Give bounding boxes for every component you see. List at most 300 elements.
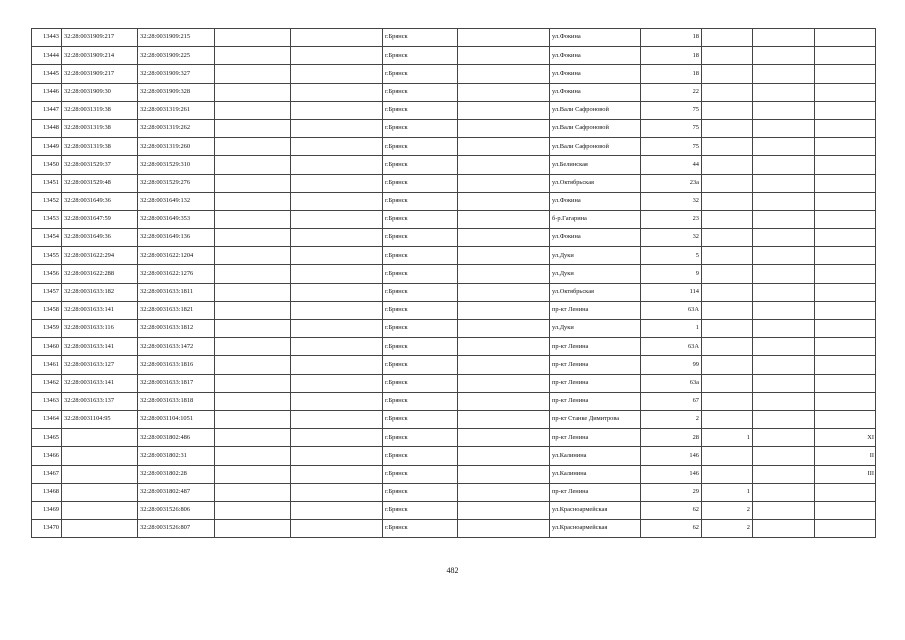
registry-table-body: [32, 29, 876, 538]
cell-parcel-number: [62, 465, 138, 483]
cell-row-number: 13466: [32, 447, 62, 465]
cell-note: III: [815, 465, 876, 483]
cell-street: пр-кт Ленина: [550, 338, 641, 356]
cell-quantity: [702, 229, 753, 247]
cell-quantity: [702, 101, 753, 119]
cell-note: [815, 265, 876, 283]
cell-empty-col-c: [458, 65, 550, 83]
cell-city: г.Брянск: [383, 429, 458, 447]
table-row: [32, 483, 876, 501]
cell-empty-col-b: [291, 156, 383, 174]
cell-empty-col-d: [753, 338, 815, 356]
cell-city: г.Брянск: [383, 301, 458, 319]
cell-object-number: 32:28:0031633:1821: [138, 301, 215, 319]
cell-quantity: [702, 320, 753, 338]
cell-parcel-number: 32:28:0031647:59: [62, 210, 138, 228]
cell-house-number: 32: [641, 192, 702, 210]
cell-quantity: [702, 392, 753, 410]
cell-empty-col-b: [291, 65, 383, 83]
cell-empty-col-b: [291, 501, 383, 519]
cell-object-number: 32:28:0031633:1817: [138, 374, 215, 392]
cell-city: г.Брянск: [383, 138, 458, 156]
cell-empty-col-d: [753, 356, 815, 374]
cell-parcel-number: [62, 483, 138, 501]
cell-street: пр-кт Ленина: [550, 374, 641, 392]
cell-empty-col-c: [458, 392, 550, 410]
cell-object-number: 32:28:0031649:136: [138, 229, 215, 247]
cell-city: г.Брянск: [383, 283, 458, 301]
cell-row-number: 13448: [32, 119, 62, 137]
cell-note: [815, 156, 876, 174]
cell-empty-col-a: [215, 265, 291, 283]
cell-empty-col-b: [291, 192, 383, 210]
cell-object-number: 32:28:0031622:1276: [138, 265, 215, 283]
cell-row-number: 13459: [32, 320, 62, 338]
table-row: [32, 83, 876, 101]
cell-empty-col-d: [753, 520, 815, 538]
cell-city: г.Брянск: [383, 101, 458, 119]
cell-empty-col-d: [753, 101, 815, 119]
cell-quantity: [702, 47, 753, 65]
cell-street: ул.Вали Сафроновой: [550, 119, 641, 137]
cell-row-number: 13445: [32, 65, 62, 83]
page-number: 482: [446, 566, 459, 575]
cell-street: ул.Вали Сафроновой: [550, 138, 641, 156]
cell-empty-col-c: [458, 356, 550, 374]
cell-quantity: 1: [702, 483, 753, 501]
cell-empty-col-d: [753, 247, 815, 265]
cell-empty-col-a: [215, 301, 291, 319]
cell-empty-col-a: [215, 447, 291, 465]
cell-empty-col-c: [458, 174, 550, 192]
cell-city: г.Брянск: [383, 65, 458, 83]
cell-empty-col-b: [291, 101, 383, 119]
cell-parcel-number: 32:28:0031909:217: [62, 29, 138, 47]
cell-empty-col-b: [291, 138, 383, 156]
cell-object-number: 32:28:0031622:1204: [138, 247, 215, 265]
table-row: [32, 156, 876, 174]
cell-row-number: 13455: [32, 247, 62, 265]
cell-parcel-number: 32:28:0031622:288: [62, 265, 138, 283]
cell-street: пр-кт Ленина: [550, 392, 641, 410]
cell-empty-col-d: [753, 210, 815, 228]
cell-row-number: 13462: [32, 374, 62, 392]
cell-row-number: 13468: [32, 483, 62, 501]
cell-house-number: 44: [641, 156, 702, 174]
cell-house-number: 23а: [641, 174, 702, 192]
cell-empty-col-d: [753, 465, 815, 483]
cell-city: г.Брянск: [383, 501, 458, 519]
cell-note: [815, 356, 876, 374]
cell-note: [815, 119, 876, 137]
cell-house-number: 75: [641, 119, 702, 137]
cell-empty-col-a: [215, 465, 291, 483]
cell-row-number: 13457: [32, 283, 62, 301]
cell-parcel-number: 32:28:0031104:95: [62, 410, 138, 428]
cell-row-number: 13444: [32, 47, 62, 65]
cell-street: б-р.Гагарина: [550, 210, 641, 228]
cell-empty-col-c: [458, 210, 550, 228]
cell-parcel-number: 32:28:0031319:38: [62, 101, 138, 119]
table-row: [32, 465, 876, 483]
cell-city: г.Брянск: [383, 483, 458, 501]
cell-parcel-number: [62, 447, 138, 465]
cell-house-number: 63А: [641, 301, 702, 319]
cell-street: ул.Фокина: [550, 65, 641, 83]
cell-parcel-number: 32:28:0031633:116: [62, 320, 138, 338]
cell-street: ул.Вали Сафроновой: [550, 101, 641, 119]
cell-empty-col-c: [458, 138, 550, 156]
cell-street: ул.Красноармейская: [550, 501, 641, 519]
cell-street: ул.Фокина: [550, 192, 641, 210]
cell-empty-col-a: [215, 320, 291, 338]
cell-parcel-number: 32:28:0031633:127: [62, 356, 138, 374]
cell-empty-col-a: [215, 138, 291, 156]
cell-empty-col-a: [215, 374, 291, 392]
cell-note: [815, 247, 876, 265]
cell-note: [815, 83, 876, 101]
cell-empty-col-d: [753, 174, 815, 192]
cell-parcel-number: 32:28:0031319:38: [62, 138, 138, 156]
cell-note: [815, 47, 876, 65]
cell-empty-col-c: [458, 265, 550, 283]
table-row: [32, 210, 876, 228]
cell-parcel-number: 32:28:0031529:37: [62, 156, 138, 174]
cell-empty-col-c: [458, 320, 550, 338]
cell-quantity: [702, 174, 753, 192]
cell-city: г.Брянск: [383, 247, 458, 265]
cell-house-number: 5: [641, 247, 702, 265]
cell-street: пр-кт Ленина: [550, 356, 641, 374]
cell-quantity: [702, 29, 753, 47]
cell-object-number: 32:28:0031633:1811: [138, 283, 215, 301]
cell-empty-col-a: [215, 356, 291, 374]
cell-city: г.Брянск: [383, 356, 458, 374]
cell-house-number: 1: [641, 320, 702, 338]
cell-street: пр-кт Ленина: [550, 483, 641, 501]
cell-object-number: 32:28:0031319:261: [138, 101, 215, 119]
cell-note: [815, 392, 876, 410]
cell-empty-col-c: [458, 229, 550, 247]
cell-house-number: 67: [641, 392, 702, 410]
cell-row-number: 13456: [32, 265, 62, 283]
cell-note: [815, 192, 876, 210]
cell-parcel-number: 32:28:0031909:214: [62, 47, 138, 65]
cell-note: [815, 501, 876, 519]
cell-note: [815, 301, 876, 319]
cell-quantity: [702, 265, 753, 283]
cell-empty-col-d: [753, 283, 815, 301]
cell-row-number: 13464: [32, 410, 62, 428]
cell-empty-col-c: [458, 410, 550, 428]
cell-note: [815, 101, 876, 119]
cell-empty-col-a: [215, 247, 291, 265]
cell-quantity: 2: [702, 520, 753, 538]
cell-note: [815, 229, 876, 247]
cell-empty-col-c: [458, 47, 550, 65]
cell-note: [815, 65, 876, 83]
cell-house-number: 23: [641, 210, 702, 228]
cell-empty-col-a: [215, 174, 291, 192]
registry-table: [31, 28, 876, 538]
cell-empty-col-d: [753, 156, 815, 174]
cell-house-number: 63А: [641, 338, 702, 356]
cell-street: ул.Фокина: [550, 29, 641, 47]
cell-empty-col-b: [291, 447, 383, 465]
cell-empty-col-b: [291, 356, 383, 374]
cell-quantity: [702, 138, 753, 156]
cell-empty-col-c: [458, 374, 550, 392]
cell-empty-col-b: [291, 29, 383, 47]
cell-empty-col-d: [753, 447, 815, 465]
cell-parcel-number: 32:28:0031633:182: [62, 283, 138, 301]
cell-house-number: 18: [641, 29, 702, 47]
cell-object-number: 32:28:0031802:31: [138, 447, 215, 465]
cell-object-number: 32:28:0031649:132: [138, 192, 215, 210]
cell-street: пр-кт Станке Димитрова: [550, 410, 641, 428]
cell-row-number: 13465: [32, 429, 62, 447]
cell-empty-col-d: [753, 501, 815, 519]
table-row: [32, 392, 876, 410]
cell-empty-col-d: [753, 374, 815, 392]
cell-quantity: [702, 356, 753, 374]
cell-note: [815, 338, 876, 356]
cell-empty-col-a: [215, 520, 291, 538]
cell-note: [815, 483, 876, 501]
cell-object-number: 32:28:0031909:225: [138, 47, 215, 65]
cell-note: [815, 320, 876, 338]
table-row: [32, 47, 876, 65]
cell-object-number: 32:28:0031909:215: [138, 29, 215, 47]
cell-empty-col-a: [215, 410, 291, 428]
cell-empty-col-c: [458, 338, 550, 356]
cell-empty-col-b: [291, 320, 383, 338]
cell-note: [815, 174, 876, 192]
cell-row-number: 13446: [32, 83, 62, 101]
cell-empty-col-d: [753, 410, 815, 428]
cell-street: ул.Октябрьская: [550, 174, 641, 192]
cell-city: г.Брянск: [383, 156, 458, 174]
table-row: [32, 501, 876, 519]
table-row: [32, 320, 876, 338]
cell-row-number: 13453: [32, 210, 62, 228]
cell-house-number: 32: [641, 229, 702, 247]
table-row: [32, 338, 876, 356]
cell-city: г.Брянск: [383, 465, 458, 483]
cell-parcel-number: 32:28:0031319:38: [62, 119, 138, 137]
cell-street: ул.Калинина: [550, 447, 641, 465]
cell-city: г.Брянск: [383, 119, 458, 137]
cell-quantity: [702, 119, 753, 137]
cell-city: г.Брянск: [383, 174, 458, 192]
cell-empty-col-b: [291, 465, 383, 483]
cell-empty-col-d: [753, 392, 815, 410]
cell-street: ул.Белинская: [550, 156, 641, 174]
cell-note: [815, 520, 876, 538]
cell-street: ул.Фокина: [550, 47, 641, 65]
cell-empty-col-d: [753, 429, 815, 447]
cell-empty-col-c: [458, 119, 550, 137]
cell-empty-col-b: [291, 410, 383, 428]
cell-quantity: [702, 247, 753, 265]
cell-empty-col-b: [291, 374, 383, 392]
cell-empty-col-c: [458, 447, 550, 465]
cell-parcel-number: 32:28:0031529:48: [62, 174, 138, 192]
cell-empty-col-c: [458, 465, 550, 483]
table-row: [32, 301, 876, 319]
cell-object-number: 32:28:0031802:28: [138, 465, 215, 483]
cell-house-number: 63а: [641, 374, 702, 392]
cell-object-number: 32:28:0031633:1816: [138, 356, 215, 374]
cell-empty-col-d: [753, 483, 815, 501]
cell-empty-col-b: [291, 47, 383, 65]
cell-quantity: [702, 374, 753, 392]
cell-object-number: 32:28:0031633:1818: [138, 392, 215, 410]
cell-empty-col-b: [291, 283, 383, 301]
cell-house-number: 146: [641, 465, 702, 483]
cell-object-number: 32:28:0031526:806: [138, 501, 215, 519]
cell-empty-col-a: [215, 229, 291, 247]
cell-parcel-number: [62, 520, 138, 538]
cell-empty-col-d: [753, 119, 815, 137]
cell-street: ул.Октябрьская: [550, 283, 641, 301]
table-row: [32, 356, 876, 374]
cell-quantity: [702, 210, 753, 228]
cell-empty-col-c: [458, 301, 550, 319]
cell-city: г.Брянск: [383, 229, 458, 247]
cell-row-number: 13452: [32, 192, 62, 210]
cell-object-number: 32:28:0031319:260: [138, 138, 215, 156]
cell-row-number: 13447: [32, 101, 62, 119]
cell-object-number: 32:28:0031909:327: [138, 65, 215, 83]
cell-empty-col-d: [753, 301, 815, 319]
cell-quantity: 1: [702, 429, 753, 447]
cell-empty-col-a: [215, 338, 291, 356]
table-row: [32, 192, 876, 210]
cell-parcel-number: 32:28:0031649:36: [62, 229, 138, 247]
cell-empty-col-c: [458, 29, 550, 47]
cell-street: ул.Дуки: [550, 320, 641, 338]
cell-city: г.Брянск: [383, 29, 458, 47]
cell-empty-col-c: [458, 283, 550, 301]
cell-city: г.Брянск: [383, 210, 458, 228]
cell-parcel-number: 32:28:0031909:217: [62, 65, 138, 83]
cell-row-number: 13458: [32, 301, 62, 319]
cell-house-number: 75: [641, 101, 702, 119]
cell-row-number: 13454: [32, 229, 62, 247]
cell-row-number: 13460: [32, 338, 62, 356]
table-row: [32, 283, 876, 301]
cell-row-number: 13470: [32, 520, 62, 538]
cell-house-number: 114: [641, 283, 702, 301]
cell-quantity: [702, 192, 753, 210]
cell-row-number: 13469: [32, 501, 62, 519]
cell-house-number: 28: [641, 429, 702, 447]
cell-city: г.Брянск: [383, 47, 458, 65]
cell-empty-col-a: [215, 483, 291, 501]
cell-empty-col-c: [458, 101, 550, 119]
cell-house-number: 18: [641, 65, 702, 83]
cell-object-number: 32:28:0031633:1472: [138, 338, 215, 356]
cell-street: пр-кт Ленина: [550, 301, 641, 319]
cell-parcel-number: 32:28:0031633:141: [62, 338, 138, 356]
cell-street: ул.Фокина: [550, 229, 641, 247]
cell-house-number: 99: [641, 356, 702, 374]
cell-empty-col-a: [215, 29, 291, 47]
cell-city: г.Брянск: [383, 265, 458, 283]
cell-note: II: [815, 447, 876, 465]
cell-empty-col-d: [753, 192, 815, 210]
cell-empty-col-d: [753, 138, 815, 156]
cell-empty-col-b: [291, 83, 383, 101]
cell-empty-col-c: [458, 192, 550, 210]
cell-quantity: [702, 447, 753, 465]
cell-empty-col-b: [291, 119, 383, 137]
cell-row-number: 13443: [32, 29, 62, 47]
cell-empty-col-b: [291, 520, 383, 538]
cell-empty-col-b: [291, 392, 383, 410]
cell-empty-col-c: [458, 156, 550, 174]
cell-empty-col-c: [458, 483, 550, 501]
cell-quantity: [702, 65, 753, 83]
table-row: [32, 247, 876, 265]
cell-row-number: 13449: [32, 138, 62, 156]
table-row: [32, 374, 876, 392]
cell-empty-col-b: [291, 429, 383, 447]
cell-empty-col-a: [215, 192, 291, 210]
cell-empty-col-b: [291, 338, 383, 356]
cell-quantity: [702, 156, 753, 174]
cell-empty-col-c: [458, 429, 550, 447]
table-row: [32, 447, 876, 465]
cell-house-number: 62: [641, 501, 702, 519]
cell-empty-col-c: [458, 247, 550, 265]
cell-house-number: 75: [641, 138, 702, 156]
cell-street: ул.Дуки: [550, 265, 641, 283]
cell-quantity: [702, 301, 753, 319]
cell-house-number: 9: [641, 265, 702, 283]
cell-city: г.Брянск: [383, 447, 458, 465]
cell-object-number: 32:28:0031529:310: [138, 156, 215, 174]
cell-parcel-number: 32:28:0031633:137: [62, 392, 138, 410]
cell-quantity: [702, 83, 753, 101]
cell-city: г.Брянск: [383, 520, 458, 538]
cell-parcel-number: 32:28:0031633:141: [62, 301, 138, 319]
cell-note: [815, 210, 876, 228]
cell-city: г.Брянск: [383, 410, 458, 428]
cell-house-number: 2: [641, 410, 702, 428]
cell-empty-col-d: [753, 229, 815, 247]
cell-note: [815, 283, 876, 301]
cell-row-number: 13451: [32, 174, 62, 192]
cell-object-number: 32:28:0031529:276: [138, 174, 215, 192]
cell-row-number: 13463: [32, 392, 62, 410]
cell-quantity: [702, 283, 753, 301]
cell-city: г.Брянск: [383, 192, 458, 210]
cell-empty-col-b: [291, 301, 383, 319]
cell-parcel-number: 32:28:0031649:36: [62, 192, 138, 210]
cell-note: [815, 374, 876, 392]
cell-object-number: 32:28:0031104:1051: [138, 410, 215, 428]
cell-empty-col-d: [753, 83, 815, 101]
cell-parcel-number: 32:28:0031633:141: [62, 374, 138, 392]
cell-parcel-number: 32:28:0031622:294: [62, 247, 138, 265]
cell-empty-col-a: [215, 501, 291, 519]
cell-empty-col-a: [215, 283, 291, 301]
table-row: [32, 29, 876, 47]
cell-parcel-number: 32:28:0031909:30: [62, 83, 138, 101]
cell-parcel-number: [62, 501, 138, 519]
